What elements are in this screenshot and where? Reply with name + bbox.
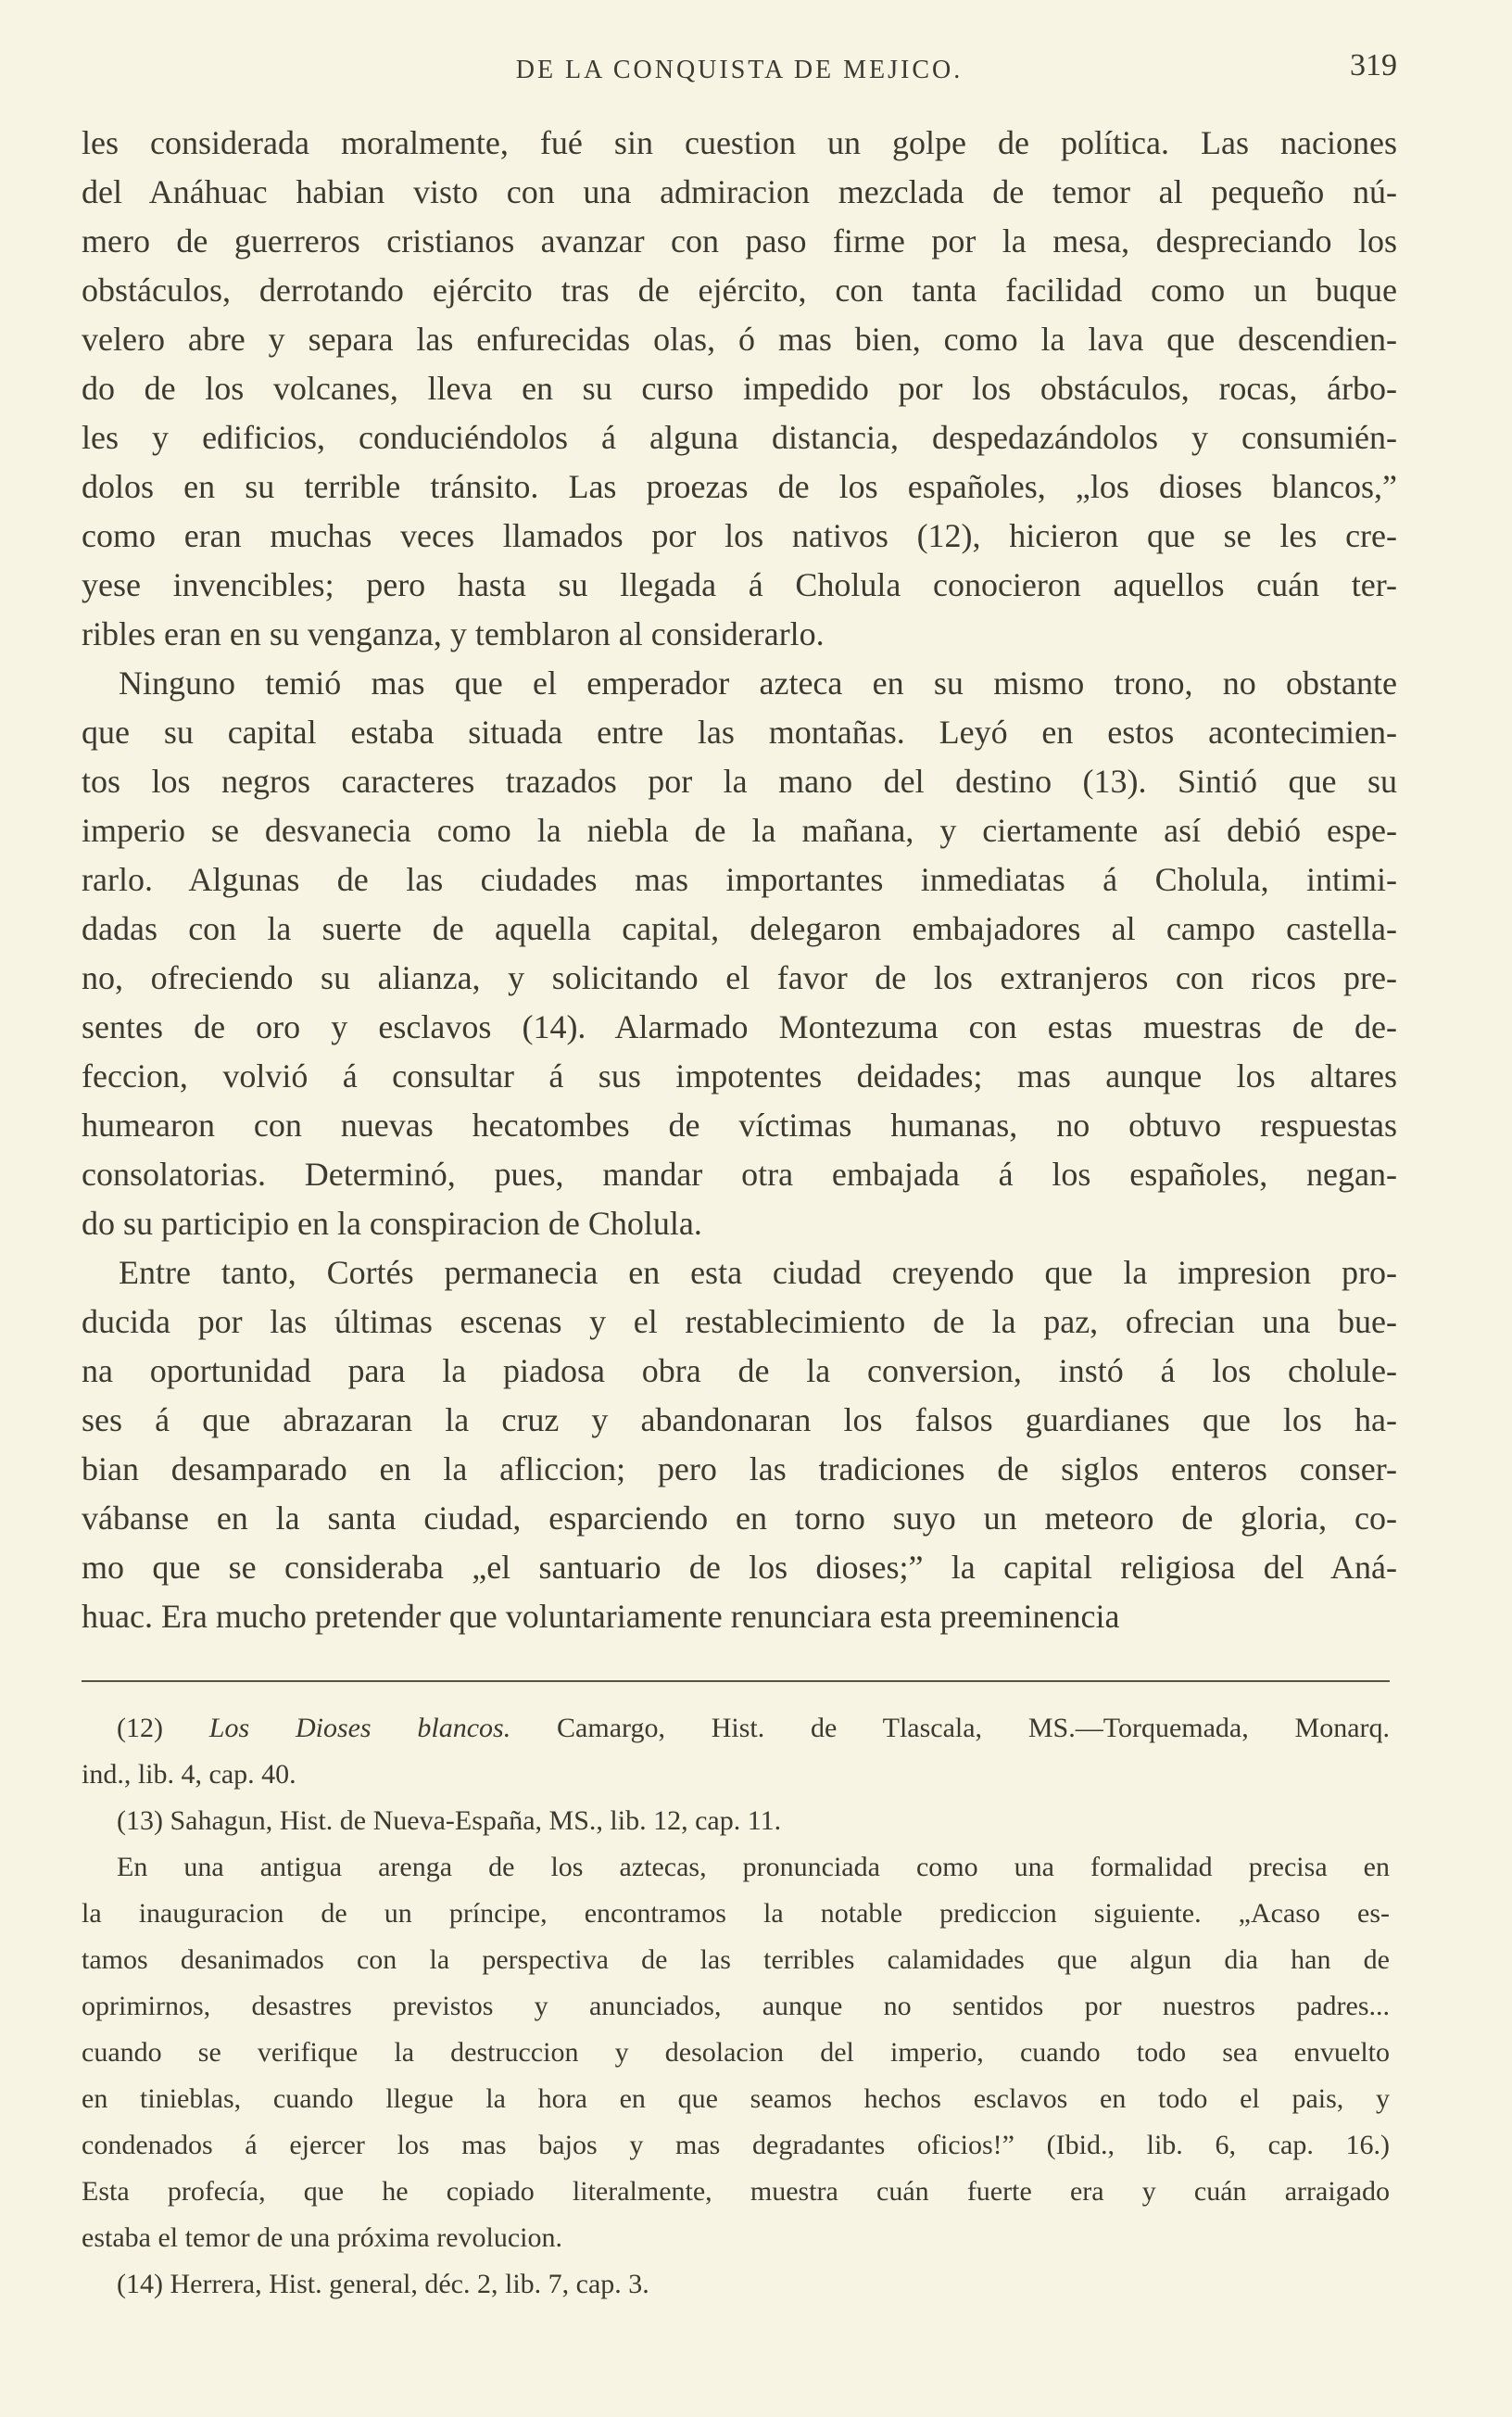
text-line: les y edificios, conduciéndolos á alguna distancia, despedazándolos y consumién- <box>82 419 1397 456</box>
page-header <box>82 44 1397 91</box>
text-line: tos los negros caracteres trazados por la mano del destino (13). Sintió que su <box>82 763 1397 800</box>
text-line: humearon con nuevas hecatombes de víctimas humanas, no obtuvo respuestas <box>82 1107 1397 1144</box>
text-line: bian desamparado en la afliccion; pero las tradiciones de siglos enteros conser- <box>82 1450 1397 1487</box>
text-line: Ninguno temió mas que el emperador azteca en su mismo trono, no obstante <box>119 664 1397 702</box>
running-title: DE LA CONQUISTA DE MEJICO. <box>515 56 964 84</box>
text-line: vábanse en la santa ciudad, esparciendo en torno suyo un meteoro de gloria, co- <box>82 1500 1397 1537</box>
footnotes <box>82 1705 1390 2308</box>
footnote-line: Esta profecía, que he copiado literalmente, muestra cuán fuerte era y cuán arraigado <box>82 2176 1390 2207</box>
footnote-text: Sahagun, Hist. de Nueva-España, MS., lib. 12, cap. 11. <box>170 1805 782 1836</box>
footnote-text: Herrera, Hist. general, déc. 2, lib. 7, cap. 3. <box>170 2269 649 2299</box>
text-line: na oportunidad para la piadosa obra de la conversion, instó á los cholule- <box>82 1352 1397 1389</box>
text-line: dadas con la suerte de aquella capital, delegaron embajadores al campo castella- <box>82 910 1397 947</box>
text-line: consolatorias. Determinó, pues, mandar otra embajada á los españoles, negan- <box>82 1156 1397 1193</box>
footnote-marker: (13) <box>117 1805 163 1836</box>
text-line: dolos en su terrible tránsito. Las proezas de los españoles, „los dioses blancos,” <box>82 468 1397 505</box>
text-line: ducida por las últimas escenas y el restablecimiento de la paz, ofrecian una bue- <box>82 1303 1397 1340</box>
text-line: ribles eran en su venganza, y temblaron al considerarlo. <box>82 615 825 652</box>
text-line: rarlo. Algunas de las ciudades mas importantes inmediatas á Cholula, intimi- <box>82 861 1397 898</box>
footnote-line: cuando se verifique la destruccion y desolacion del imperio, cuando todo sea envuelto <box>82 2037 1390 2068</box>
page-number: 319 <box>1350 48 1397 82</box>
text-line: como eran muchas veces llamados por los nativos (12), hicieron que se les cre- <box>82 517 1397 554</box>
text-line: huac. Era mucho pretender que voluntariamente renunciara esta preeminencia <box>82 1598 1120 1635</box>
text-line: ses á que abrazaran la cruz y abandonaran los falsos guardianes que los ha- <box>82 1401 1397 1438</box>
text-line: no, ofreciendo su alianza, y solicitando el favor de los extranjeros con ricos pre- <box>82 959 1397 996</box>
footnote-marker: (12) <box>117 1713 163 1743</box>
footnote-line: en tinieblas, cuando llegue la hora en que seamos hechos esclavos en todo el pais, y <box>82 2083 1390 2114</box>
text-line: imperio se desvanecia como la niebla de la mañana, y ciertamente así debió espe- <box>82 812 1397 849</box>
footnote-line: estaba el temor de una próxima revolucion. <box>82 2222 562 2253</box>
text-line: sentes de oro y esclavos (14). Alarmado Montezuma con estas muestras de de- <box>82 1008 1397 1045</box>
footnote-italic: Los Dioses blancos. <box>208 1713 511 1743</box>
footnote-line: En una antigua arenga de los aztecas, pronunciada como una formalidad precisa en <box>117 1852 1390 1882</box>
footnote-12 <box>82 1705 1390 1752</box>
footnote-line: condenados á ejercer los mas bajos y mas degradantes oficios!” (Ibid., lib. 6, cap. 16.) <box>82 2130 1390 2160</box>
text-line: mo que se consideraba „el santuario de los dioses;” la capital religiosa del Aná- <box>82 1549 1397 1586</box>
text-line: les considerada moralmente, fué sin cuestion un golpe de política. Las naciones <box>82 124 1397 161</box>
footnote-line: la inauguracion de un príncipe, encontramos la notable prediccion siguiente. „Acaso es- <box>82 1898 1390 1929</box>
footnote-marker: (14) <box>117 2269 163 2299</box>
footnote-divider <box>82 1680 1390 1682</box>
text-line: feccion, volvió á consultar á sus impotentes deidades; mas aunque los altares <box>82 1057 1397 1095</box>
text-line: que su capital estaba situada entre las montañas. Leyó en estos acontecimien- <box>82 714 1397 751</box>
footnote-14 <box>82 2261 1390 2308</box>
footnote-line: tamos desanimados con la perspectiva de las terribles calamidades que algun dia han de <box>82 1944 1390 1975</box>
text-line: do su participio en la conspiracion de Cholula. <box>82 1205 702 1242</box>
text-line: yese invencibles; pero hasta su llegada á Cholula conocieron aquellos cuán ter- <box>82 566 1397 603</box>
text-line: Entre tanto, Cortés permanecia en esta ciudad creyendo que la impresion pro- <box>119 1254 1397 1291</box>
text-line: obstáculos, derrotando ejército tras de ejército, con tanta facilidad como un buque <box>82 272 1397 309</box>
body-text <box>82 119 1397 1641</box>
footnote-text: Camargo, Hist. de Tlascala, MS.—Torquemada, Monarq. <box>557 1713 1390 1743</box>
text-line: do de los volcanes, lleva en su curso impedido por los obstáculos, rocas, árbo- <box>82 370 1397 407</box>
footnote-12-continued: ind., lib. 4, cap. 40. <box>82 1759 296 1790</box>
text-line: del Anáhuac habian visto con una admiracion mezclada de temor al pequeño nú- <box>82 173 1397 210</box>
footnote-13 <box>82 1798 1390 1844</box>
text-line: velero abre y separa las enfurecidas olas, ó mas bien, como la lava que descendien- <box>82 321 1397 358</box>
footnote-line: oprimirnos, desastres previstos y anunciados, aunque no sentidos por nuestros padres... <box>82 1991 1390 2021</box>
text-line: mero de guerreros cristianos avanzar con paso firme por la mesa, despreciando los <box>82 222 1397 259</box>
